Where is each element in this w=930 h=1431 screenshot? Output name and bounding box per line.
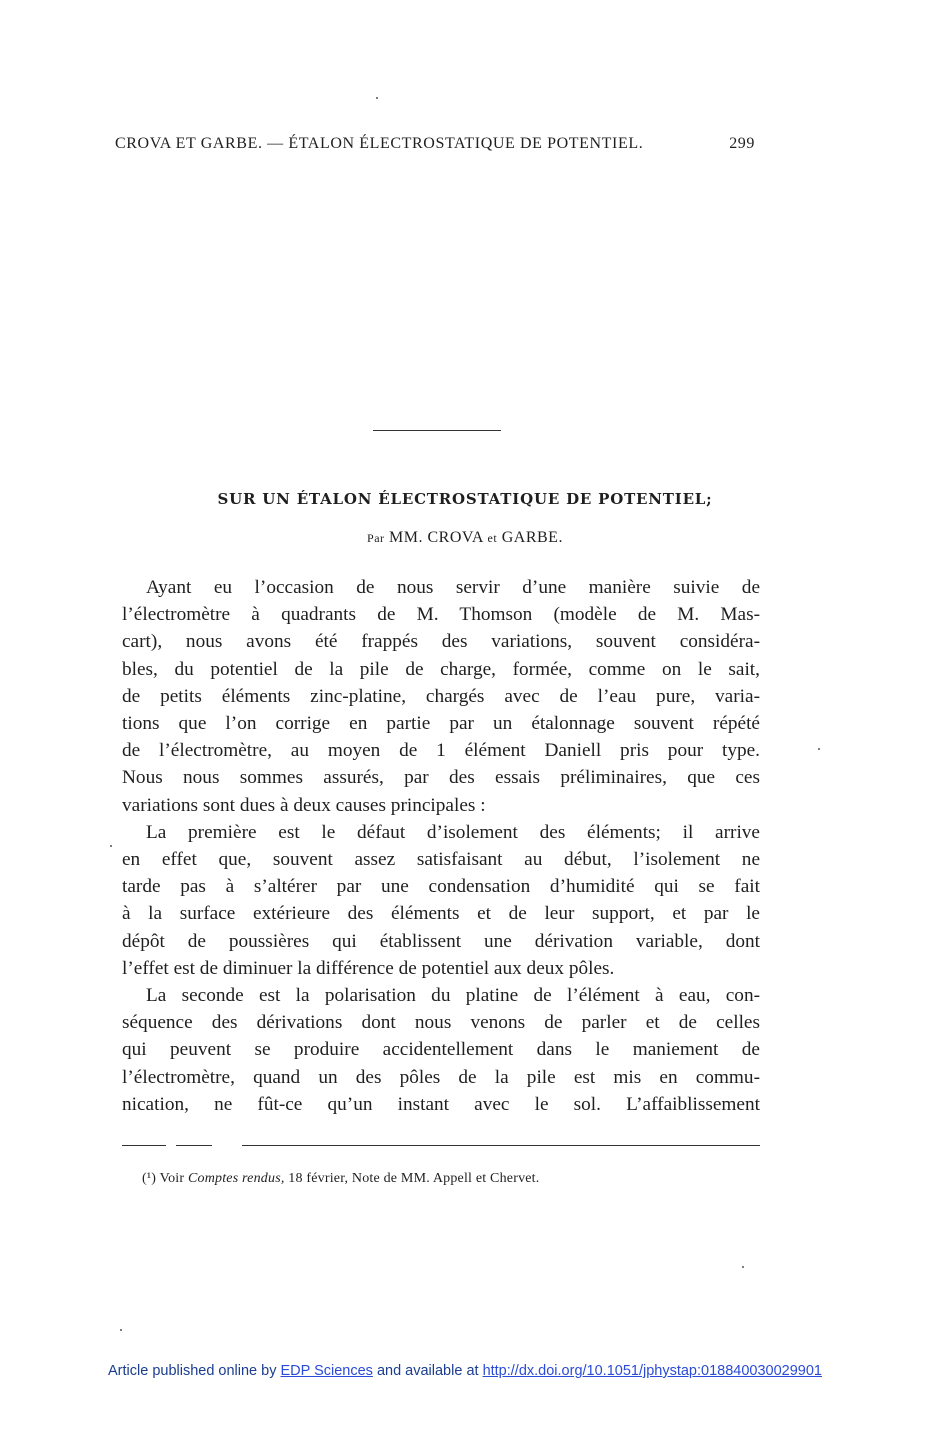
body-line: La seconde est la polarisation du platine de l’élément à eau, con- [146, 985, 760, 1007]
body-line: de l’électromètre, au moyen de 1 élément Daniell pris pour type. [122, 740, 760, 762]
body-line: dépôt de poussières qui établissent une dérivation variable, dont [122, 930, 760, 952]
section-divider [373, 430, 501, 431]
print-speck [120, 1329, 122, 1331]
footnote-marker: (¹) [142, 1171, 157, 1186]
byline-et: et [487, 531, 498, 545]
body-line: tions que l’on corrige en partie par un étalonnage souvent répété [122, 713, 760, 735]
body-line: à la surface extérieure des éléments et de leur support, et par le [122, 903, 760, 925]
body-line: nication, ne fût-ce qu’un instant avec le sol. L’affaiblissement [122, 1093, 760, 1115]
body-line: qui peuvent se produire accidentellement dans le maniement de [122, 1039, 760, 1061]
body-line: variations sont dues à deux causes principales : [122, 794, 486, 816]
footnote-pre: Voir [159, 1171, 185, 1186]
publisher-link[interactable]: EDP Sciences [280, 1363, 373, 1379]
doi-middle: and available at [376, 1363, 479, 1379]
byline-par: Par [367, 531, 385, 545]
footnote-rule [122, 1145, 166, 1146]
body-line: l’électromètre, quand un des pôles de la pile est mis en commu- [122, 1066, 760, 1088]
body-line: séquence des dérivations dont nous venons de parler et de celles [122, 1012, 760, 1034]
body-line: Nous nous sommes assurés, par des essais préliminaires, que ces [122, 767, 760, 789]
page-number: 299 [729, 135, 755, 152]
footnote-rule [242, 1145, 760, 1146]
print-speck [742, 1266, 744, 1268]
article-title: SUR UN ÉTALON ÉLECTROSTATIQUE DE POTENTIEL; [217, 490, 713, 508]
print-speck [376, 97, 378, 99]
footnote-rule [176, 1145, 212, 1146]
article-body [122, 574, 760, 1118]
body-line: La première est le défaut d’isolement des éléments; il arrive [146, 821, 760, 843]
byline-authors-second: GARBE. [501, 529, 563, 546]
running-title: CROVA ET GARBE. — ÉTALON ÉLECTROSTATIQUE DE POTENTIEL. [115, 135, 644, 152]
body-line: Ayant eu l’occasion de nous servir d’une manière suivie de [146, 577, 760, 598]
print-speck [110, 845, 112, 847]
body-line: l’électromètre à quadrants de M. Thomson (modèle de M. Mas- [122, 604, 760, 626]
print-speck [818, 748, 820, 750]
running-header [115, 135, 755, 153]
body-line: de petits éléments zinc-platine, chargés avec de l’eau pure, varia- [122, 685, 760, 707]
body-line: en effet que, souvent assez satisfaisant au début, l’isolement ne [122, 849, 760, 871]
doi-url-link[interactable]: http://dx.doi.org/10.1051/jphystap:018840030029901 [482, 1363, 822, 1379]
footnote [142, 1171, 539, 1187]
article-byline [0, 529, 930, 547]
byline-authors-first: MM. CROVA [389, 529, 484, 546]
body-line: l’effet est de diminuer la différence de potentiel aux deux pôles. [122, 957, 615, 979]
doi-prefix: Article published online by [108, 1363, 277, 1379]
footnote-journal: Comptes rendus, [187, 1171, 285, 1186]
body-line: cart), nous avons été frappés des variations, souvent considéra- [122, 631, 760, 653]
footnote-post: 18 février, Note de MM. Appell et Chervet. [288, 1171, 540, 1186]
doi-bar [0, 1363, 930, 1379]
body-line: bles, du potentiel de la pile de charge, formée, comme on le sait, [122, 658, 760, 680]
body-line: tarde pas à s’altérer par une condensation d’humidité qui se fait [122, 876, 760, 898]
